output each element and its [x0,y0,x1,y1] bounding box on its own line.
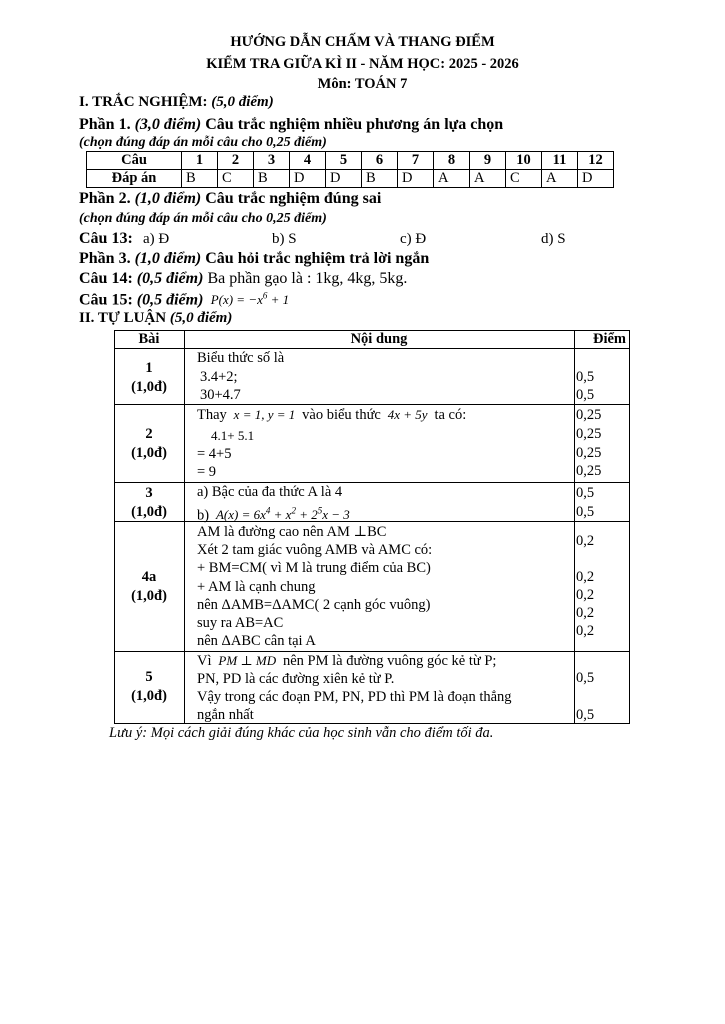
points-value: 0,2 [576,605,595,621]
question-13: Câu 13: [79,230,133,247]
points-value: 0,5 [576,387,595,403]
bai-5-score: (1,0đ) [131,688,167,704]
answer-cell: C [506,170,542,188]
part-1-note: (chọn đúng đáp án mỗi câu cho 0,25 điểm) [79,135,327,150]
points-value: 0,2 [576,533,595,549]
bai-2-score: (1,0đ) [131,445,167,461]
content-line: suy ra AB=AC [197,615,284,631]
content-line: 3.4+2; [200,369,238,385]
points-value: 0,5 [576,369,595,385]
answer-table-header-row [87,152,614,170]
bai-3-score: (1,0đ) [131,504,167,520]
content-line: nên ΔAMB=ΔAMC( 2 cạnh góc vuông) [197,597,431,613]
question-number: 4 [290,152,326,170]
answer-table [86,151,614,188]
points-value: 0,25 [576,407,602,423]
question-number: 7 [398,152,434,170]
question-number: 1 [182,152,218,170]
question-number: 9 [470,152,506,170]
question-number: 8 [434,152,470,170]
question-number: 12 [578,152,614,170]
part-2-note: (chọn đúng đáp án mỗi câu cho 0,25 điểm) [79,211,327,226]
bai-4a-number: 4a [141,569,157,585]
content-line: Biểu thức số là [197,350,285,366]
answer-cell: D [398,170,434,188]
points-value: 0,25 [576,426,602,442]
question-14: Câu 14: (0,5 điểm) Ba phần gạo là : 1kg, 4kg, 5kg. [79,270,408,287]
column-header-points: Điểm [592,331,626,347]
content-line: = 9 [197,464,217,480]
answer-cell: B [182,170,218,188]
content-line: + BM=CM( vì M là trung điểm của BC) [197,560,431,576]
content-line: Vậy trong các đoạn PM, PN, PD thì PM là đoạn thẳng [197,689,512,705]
points-value: 0,2 [576,623,595,639]
answer-cell: B [362,170,398,188]
answer-table-label: Câu [87,152,182,170]
content-line: PN, PD là các đường xiên kẻ từ P. [197,671,395,687]
table-divider [114,404,630,405]
answer-cell: A [434,170,470,188]
table-divider [114,482,630,483]
section-2-heading: II. TỰ LUẬN (5,0 điểm) [79,310,233,326]
answer-cell: B [254,170,290,188]
substitution-values: x = 1, y = 1 [230,407,299,422]
content-line: b) $A(x) = 6x^4 + x^2 + 2^5x - 3$ [197,506,350,524]
content-line: ngắn nhất [197,707,254,723]
content-line: + AM là cạnh chung [197,579,316,595]
q13-answer-a: a) Đ [143,231,170,247]
doc-title: HƯỚNG DẪN CHẤM VÀ THANG ĐIỂM [230,34,495,50]
answer-cell: D [578,170,614,188]
expression: 4x + 5y [384,407,431,422]
answer-table-value-row [87,170,614,188]
part-2-heading: Phần 2. (1,0 điểm) Câu trắc nghiệm đúng sai [79,190,382,207]
points-value: 0,5 [576,485,595,501]
points-value: 0,5 [576,670,595,686]
part-1-heading: Phần 1. (3,0 điểm) Câu trắc nghiệm nhiều phương án lựa chọn [79,116,504,133]
table-divider [114,348,630,349]
subject-line: Môn: TOÁN 7 [317,76,408,92]
content-line: AM là đường cao nên AM ⊥BC [197,524,387,540]
content-line: Xét 2 tam giác vuông AMB và AMC có: [197,542,433,558]
q13-answer-c: c) Đ [400,231,427,247]
points-value: 0,5 [576,707,595,723]
question-number: 2 [218,152,254,170]
answer-cell: C [218,170,254,188]
bai-1-number: 1 [145,360,153,376]
section-1-heading: I. TRẮC NGHIỆM: (5,0 điểm) [79,94,274,110]
content-line: a) Bậc của đa thức A là 4 [197,484,343,500]
table-divider [114,521,630,522]
question-number: 5 [326,152,362,170]
bai-1-score: (1,0đ) [131,379,167,395]
content-line: nên ΔABC cân tại A [197,633,316,649]
q13-answer-b: b) S [272,231,297,247]
content-line: 4.1+ 5.1 [211,428,255,443]
answer-cell: D [290,170,326,188]
answer-table-answer-label: Đáp án [87,170,182,188]
footnote: Lưu ý: Mọi cách giải đúng khác của học sinh vẫn cho điểm tối đa. [109,725,494,741]
answer-cell: A [470,170,506,188]
question-number: 11 [542,152,578,170]
question-number: 6 [362,152,398,170]
exam-subtitle: KIỂM TRA GIỮA KÌ II - NĂM HỌC: 2025 - 2026 [206,56,519,72]
q15-formula: $P(x) = -x^6 + 1$ [207,291,290,308]
bai-3-number: 3 [145,485,153,501]
points-value: 0,2 [576,587,595,603]
column-header-content: Nội dung [350,331,408,347]
content-line: Thay x = 1, y = 1 vào biểu thức 4x + 5y ta có: [197,407,467,423]
bai-2-number: 2 [145,426,153,442]
column-header-bai: Bài [138,331,160,347]
q13-answer-d: d) S [541,231,566,247]
points-value: 0,25 [576,445,602,461]
perpendicular-formula: PM ⊥ MD [215,653,280,668]
content-line: 30+4.7 [200,387,241,403]
polynomial-formula: $A(x) = 6x^4 + x^2 + 2^5x - 3$ [212,506,350,523]
table-divider [184,331,185,723]
answer-cell: A [542,170,578,188]
content-line: Vì PM ⊥ MD nên PM là đường vuông góc kẻ từ P; [197,653,497,669]
points-value: 0,25 [576,463,602,479]
question-number: 3 [254,152,290,170]
content-line: = 4+5 [197,446,232,462]
question-15: Câu 15: (0,5 điểm) $P(x) = -x^6 + 1$ [79,291,290,309]
points-value: 0,2 [576,569,595,585]
points-value: 0,5 [576,504,595,520]
answer-cell: D [326,170,362,188]
bai-5-number: 5 [145,669,153,685]
bai-4a-score: (1,0đ) [131,588,167,604]
table-divider [574,331,575,723]
question-number: 10 [506,152,542,170]
part-3-heading: Phần 3. (1,0 điểm) Câu hỏi trắc nghiệm trả lời ngắn [79,250,430,267]
